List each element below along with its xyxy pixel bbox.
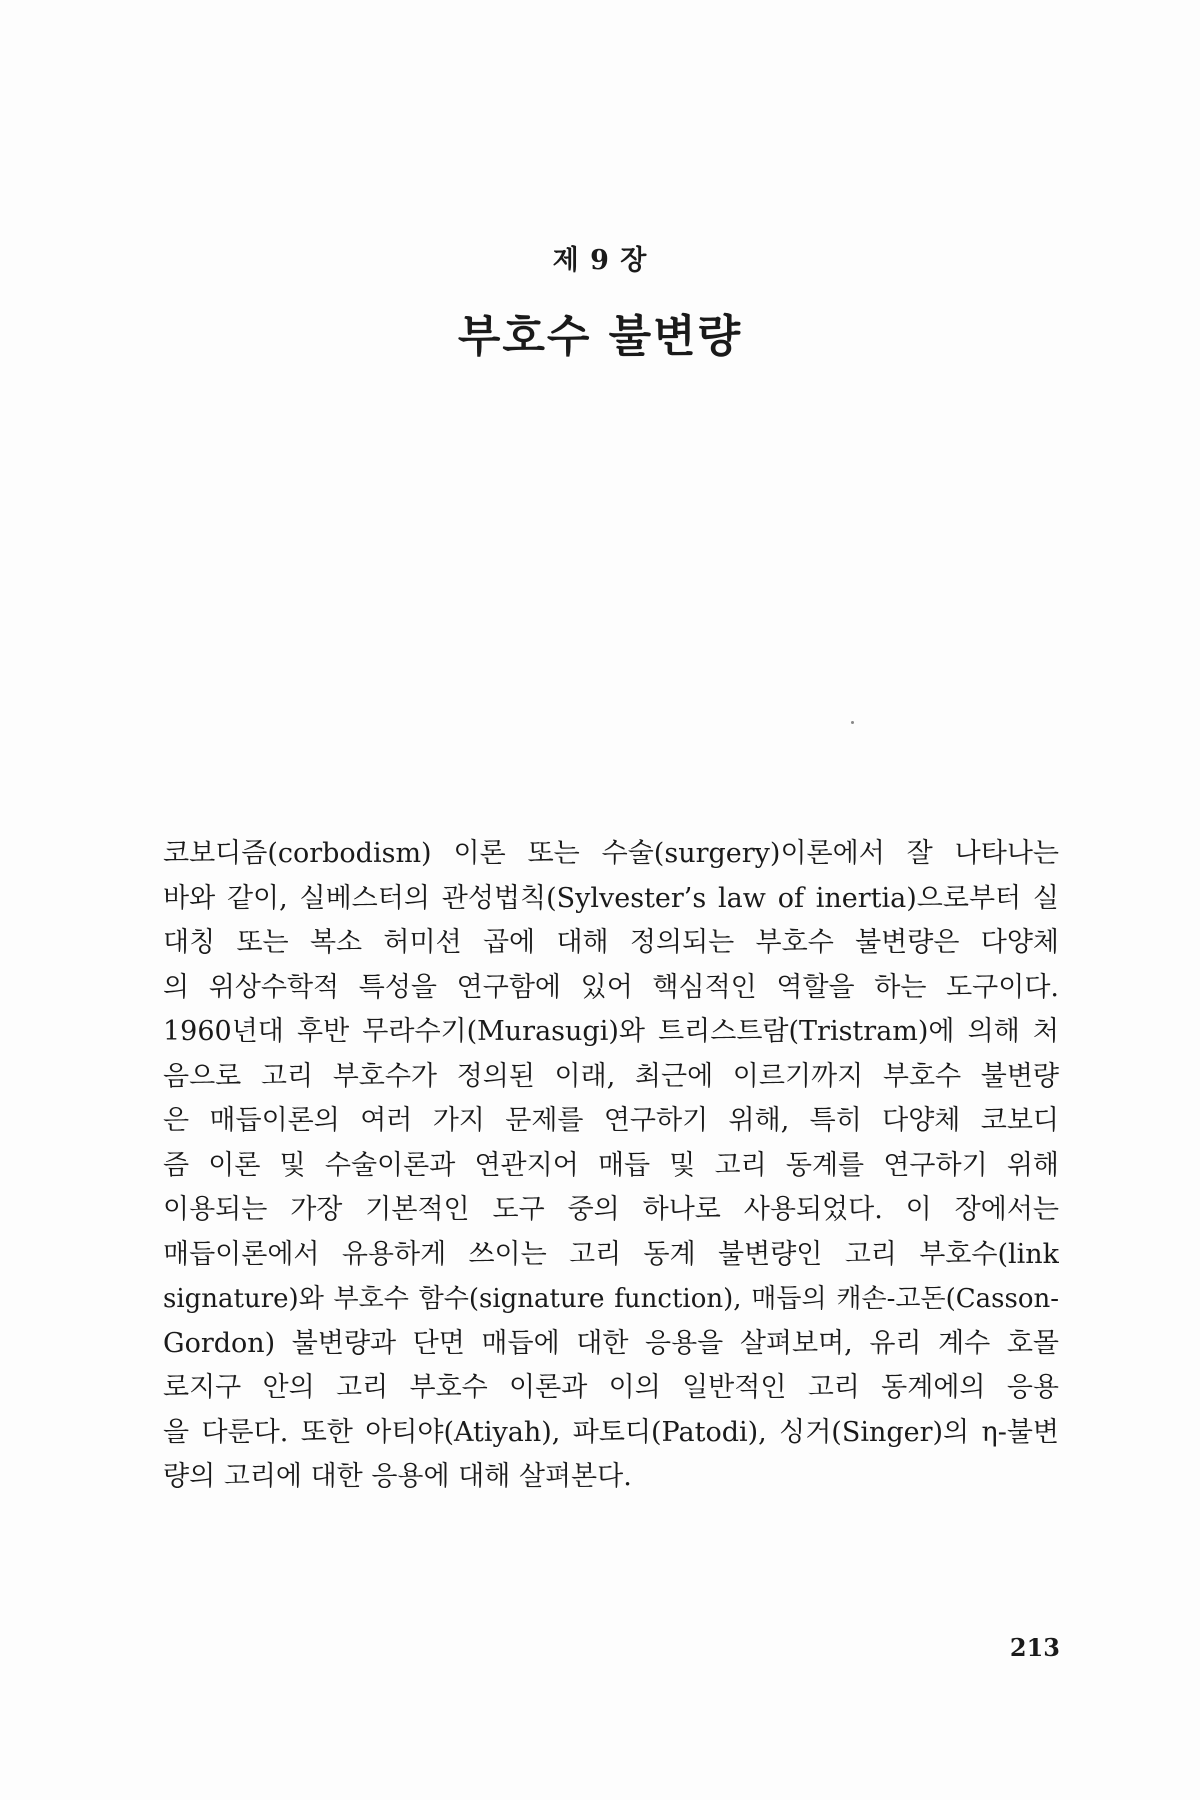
paragraph-line: 코보디즘(corbodism) 이론 또는 수술(surgery)이론에서 잘 나타나는 — [163, 838, 1059, 869]
chapter-title: 부호수 불변량 — [457, 311, 743, 362]
paragraph-line: 1960년대 후반 무라수기(Murasugi)와 트리스트람(Tristram)에 의해 처 — [163, 1016, 1059, 1047]
chapter-intro-paragraph — [163, 832, 1059, 1500]
paragraph-line: 은 매듭이론의 여러 가지 문제를 연구하기 위해, 특히 다양체 코보디 — [163, 1105, 1059, 1136]
paragraph-line: 량의 고리에 대한 응용에 대해 살펴본다. — [163, 1461, 632, 1492]
paragraph-line: 로지구 안의 고리 부호수 이론과 이의 일반적인 고리 동계에의 응용 — [163, 1372, 1059, 1403]
paragraph-line: 을 다룬다. 또한 아티야(Atiyah), 파토디(Patodi), 싱거(Singer)의 η-불변 — [163, 1416, 1059, 1448]
paragraph-line: 바와 같이, 실베스터의 관성법칙(Sylvester’s law of inertia)으로부터 실 — [163, 882, 1059, 914]
paragraph-line: 즘 이론 및 수술이론과 연관지어 매듭 및 고리 동계를 연구하기 위해 — [163, 1149, 1059, 1181]
paragraph-line: 대칭 또는 복소 허미션 곱에 대해 정의되는 부호수 불변량은 다양체 — [163, 927, 1059, 958]
paragraph-line: 이용되는 가장 기본적인 도구 중의 하나로 사용되었다. 이 장에서는 — [163, 1194, 1059, 1225]
scan-speck — [851, 721, 854, 724]
paragraph-line: signature)와 부호수 함수(signature function), 매듭의 캐손-고돈(Casson- — [163, 1284, 1059, 1314]
page-number: 213 — [1009, 1633, 1060, 1662]
paragraph-line: Gordon) 불변량과 단면 매듭에 대한 응용을 살펴보며, 유리 계수 호몰 — [163, 1327, 1059, 1359]
paragraph-line: 매듭이론에서 유용하게 쓰이는 고리 동계 불변량인 고리 부호수(link — [163, 1238, 1059, 1270]
paragraph-line: 음으로 고리 부호수가 정의된 이래, 최근에 이르기까지 부호수 불변량 — [163, 1060, 1059, 1092]
paragraph-line: 의 위상수학적 특성을 연구함에 있어 핵심적인 역할을 하는 도구이다. — [163, 971, 1059, 1003]
chapter-label: 제 9 장 — [552, 245, 648, 276]
